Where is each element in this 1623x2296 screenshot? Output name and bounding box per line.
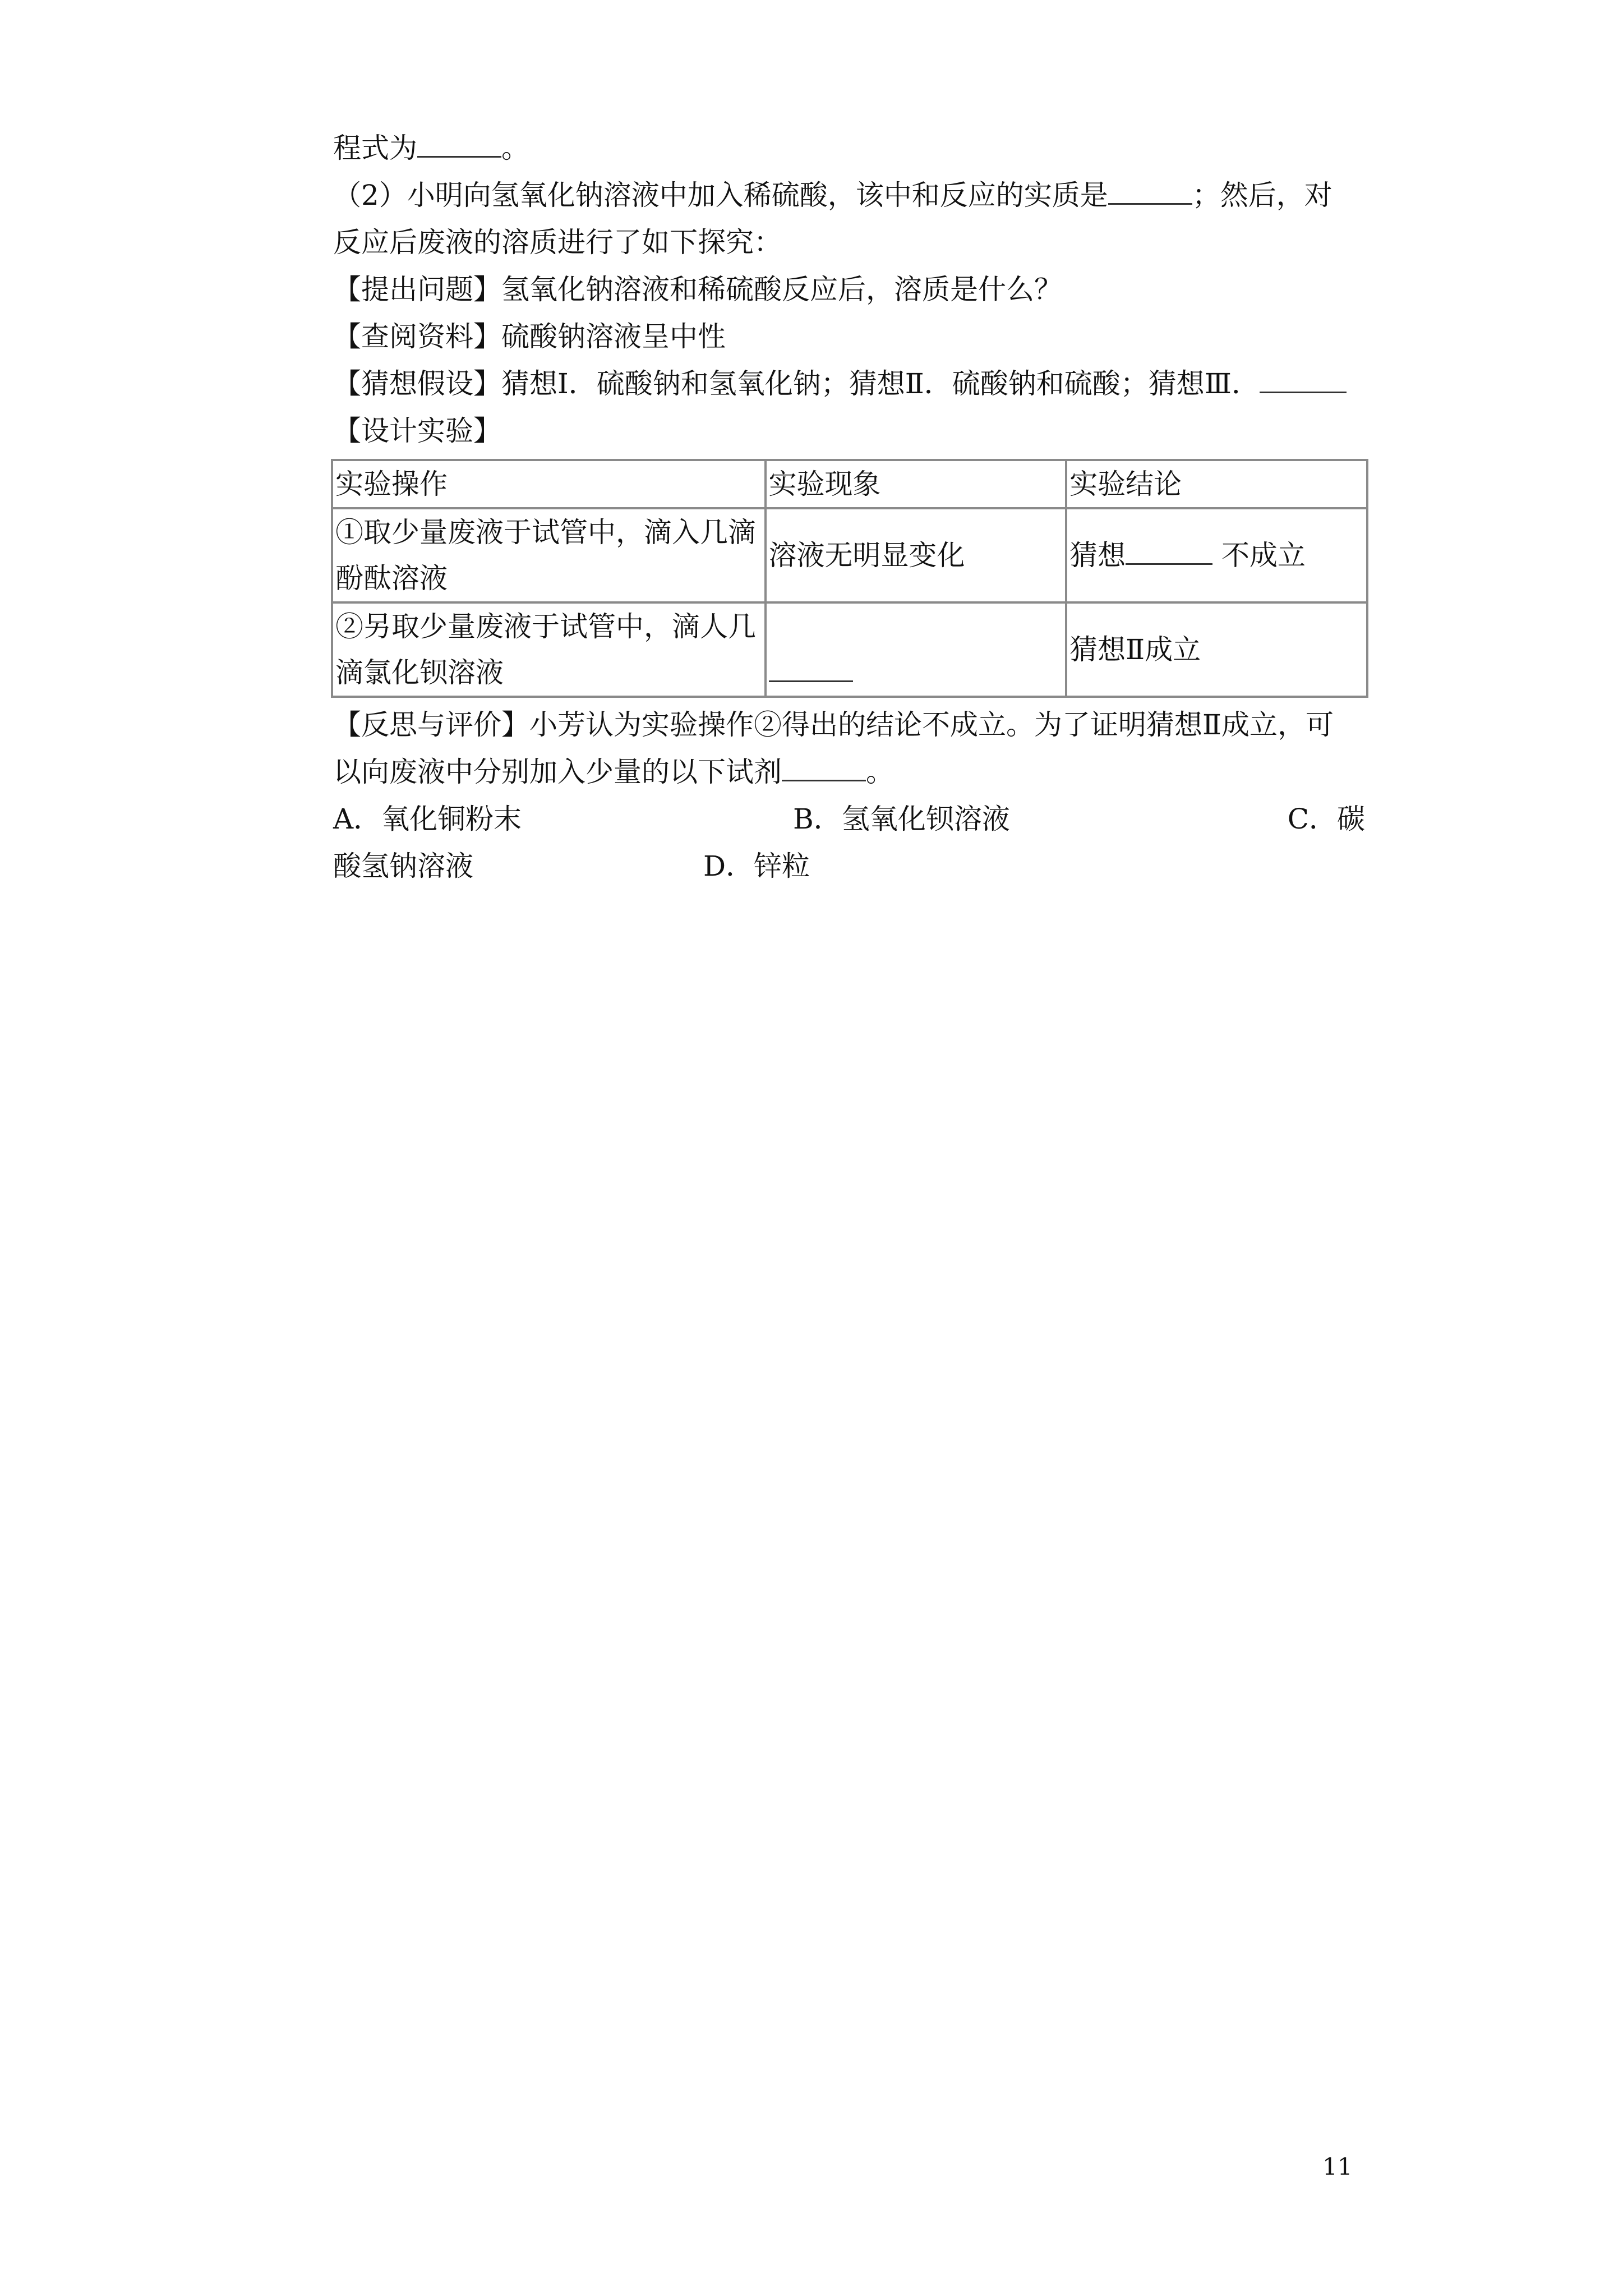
section-ask-question: 【提出问题】氢氧化钠溶液和稀硫酸反应后，溶质是什么？ — [333, 273, 1062, 306]
option-b[interactable]: B．氢氧化钡溶液 — [793, 803, 1010, 835]
table-cell-conclusion: 猜想Ⅱ成立 — [1066, 602, 1367, 697]
cell-text: 酚酞溶液 — [335, 562, 448, 595]
table-cell-operation — [332, 602, 766, 697]
cell-text — [769, 650, 1063, 696]
section-reflection: 【反思与评价】小芳认为实验操作②得出的结论不成立。为了证明猜想Ⅱ成立，可 — [333, 708, 1334, 741]
table-row — [332, 508, 1367, 602]
table-header-cell: 实验操作 — [332, 460, 766, 508]
text-segment: 程式为 — [333, 132, 417, 164]
table-cell-phenomenon — [766, 602, 1067, 697]
answer-blank[interactable] — [1260, 366, 1347, 393]
section-design-experiment: 【设计实验】 — [333, 415, 501, 447]
section-hypothesis — [333, 360, 1365, 407]
options-row — [333, 843, 1365, 890]
text-line: 反应后废液的溶质进行了如下探究： — [333, 226, 782, 259]
table-cell-conclusion — [1066, 508, 1367, 602]
option-d[interactable]: D．锌粒 — [703, 850, 810, 882]
table-header-row — [332, 460, 1367, 508]
text-segment: 。 — [866, 756, 894, 788]
cell-text: ①取少量废液于试管中，滴入几滴 — [335, 516, 756, 549]
table-cell-phenomenon: 溶液无明显变化 — [766, 508, 1067, 602]
text-segment: 【猜想假设】猜想Ⅰ．硫酸钠和氢氧化钠；猜想Ⅱ．硫酸钠和硫酸；猜想Ⅲ． — [333, 367, 1260, 400]
cell-text: 猜想 — [1069, 539, 1126, 572]
option-c[interactable]: C．碳 — [1287, 803, 1365, 835]
text-segment: 以向废液中分别加入少量的以下试剂 — [333, 756, 782, 788]
text-segment: （2）小明向氢氧化钠溶液中加入稀硫酸，该中和反应的实质是 — [333, 179, 1108, 211]
table-header-cell: 实验结论 — [1066, 460, 1367, 508]
cell-spacer — [769, 604, 1063, 650]
options-row — [333, 795, 1365, 843]
experiment-table — [331, 459, 1368, 698]
table-row — [332, 602, 1367, 697]
answer-blank[interactable] — [782, 754, 866, 781]
question-content — [333, 125, 1365, 890]
text-segment: ；然后，对 — [1192, 179, 1332, 211]
text-line — [333, 748, 1365, 795]
cell-text: 滴氯化钡溶液 — [335, 656, 504, 689]
option-a[interactable]: A．氧化铜粉末 — [333, 803, 522, 835]
cell-text: 不成立 — [1212, 539, 1306, 572]
table-cell-operation — [332, 508, 766, 602]
answer-blank[interactable] — [1126, 537, 1212, 565]
text-line — [333, 172, 1365, 219]
answer-blank[interactable] — [769, 655, 853, 682]
table-header-cell: 实验现象 — [766, 460, 1067, 508]
answer-blank[interactable] — [417, 130, 501, 158]
text-segment: 。 — [501, 132, 529, 164]
answer-blank[interactable] — [1108, 177, 1192, 205]
text-line — [333, 125, 1365, 172]
page-number: 11 — [1322, 2153, 1353, 2180]
option-c-continued: 酸氢钠溶液 — [333, 850, 473, 882]
section-reference: 【查阅资料】硫酸钠溶液呈中性 — [333, 320, 726, 353]
cell-text: ②另取少量废液于试管中，滴人几 — [335, 610, 756, 643]
